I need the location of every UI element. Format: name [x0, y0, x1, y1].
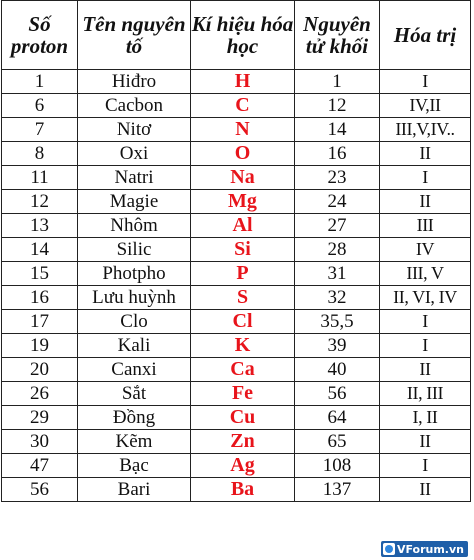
table-row: [2, 334, 471, 358]
valence-cell: II: [380, 358, 471, 382]
proton-number-cell: 29: [2, 406, 78, 430]
atomic-mass-cell: 32: [295, 286, 380, 310]
atomic-mass-cell: 1: [295, 70, 380, 94]
atomic-mass-cell: 12: [295, 94, 380, 118]
element-name-cell: Lưu huỳnh: [78, 286, 191, 310]
table-row: [2, 430, 471, 454]
atomic-mass-cell: 65: [295, 430, 380, 454]
proton-number-cell: 16: [2, 286, 78, 310]
proton-number-cell: 17: [2, 310, 78, 334]
valence-cell: II: [380, 142, 471, 166]
table-row: [2, 70, 471, 94]
element-name-cell: Bari: [78, 478, 191, 502]
chemical-symbol-cell: K: [191, 334, 295, 358]
atomic-mass-cell: 23: [295, 166, 380, 190]
proton-number-cell: 12: [2, 190, 78, 214]
atomic-mass-cell: 28: [295, 238, 380, 262]
vforum-logo-icon: [383, 543, 395, 555]
table-row: [2, 142, 471, 166]
element-name-cell: Natri: [78, 166, 191, 190]
element-name-cell: Sắt: [78, 382, 191, 406]
element-table: [1, 0, 471, 502]
element-name-cell: Cacbon: [78, 94, 191, 118]
element-name-cell: Hiđro: [78, 70, 191, 94]
chemical-symbol-cell: Mg: [191, 190, 295, 214]
proton-number-cell: 47: [2, 454, 78, 478]
header-valence: Hóa trị: [380, 1, 471, 70]
proton-number-cell: 30: [2, 430, 78, 454]
vforum-watermark: [381, 541, 468, 557]
atomic-mass-cell: 14: [295, 118, 380, 142]
atomic-mass-cell: 16: [295, 142, 380, 166]
chemical-symbol-cell: S: [191, 286, 295, 310]
proton-number-cell: 56: [2, 478, 78, 502]
chemical-symbol-cell: P: [191, 262, 295, 286]
header-chemical-symbol: Kí hiệu hóa học: [191, 1, 295, 70]
valence-cell: I: [380, 70, 471, 94]
chemical-symbol-cell: Zn: [191, 430, 295, 454]
table-row: [2, 262, 471, 286]
table-row: [2, 190, 471, 214]
atomic-mass-cell: 108: [295, 454, 380, 478]
chemical-symbol-cell: Ca: [191, 358, 295, 382]
proton-number-cell: 13: [2, 214, 78, 238]
proton-number-cell: 19: [2, 334, 78, 358]
chemical-symbol-cell: Na: [191, 166, 295, 190]
atomic-mass-cell: 39: [295, 334, 380, 358]
valence-cell: IV: [380, 238, 471, 262]
valence-cell: II: [380, 190, 471, 214]
proton-number-cell: 14: [2, 238, 78, 262]
valence-cell: I: [380, 166, 471, 190]
element-name-cell: Đồng: [78, 406, 191, 430]
table-row: [2, 118, 471, 142]
atomic-mass-cell: 24: [295, 190, 380, 214]
element-name-cell: Nhôm: [78, 214, 191, 238]
header-atomic-mass: Nguyên tử khối: [295, 1, 380, 70]
chemical-symbol-cell: H: [191, 70, 295, 94]
valence-cell: II: [380, 430, 471, 454]
chemical-symbol-cell: Ba: [191, 478, 295, 502]
table-row: [2, 286, 471, 310]
proton-number-cell: 15: [2, 262, 78, 286]
table-row: [2, 94, 471, 118]
proton-number-cell: 1: [2, 70, 78, 94]
table-row: [2, 406, 471, 430]
element-name-cell: Kali: [78, 334, 191, 358]
chemical-symbol-cell: N: [191, 118, 295, 142]
chemical-symbol-cell: Ag: [191, 454, 295, 478]
atomic-mass-cell: 35,5: [295, 310, 380, 334]
atomic-mass-cell: 31: [295, 262, 380, 286]
proton-number-cell: 20: [2, 358, 78, 382]
atomic-mass-cell: 40: [295, 358, 380, 382]
atomic-mass-cell: 27: [295, 214, 380, 238]
table-row: [2, 454, 471, 478]
table-row: [2, 310, 471, 334]
table-header-row: [2, 1, 471, 70]
valence-cell: II: [380, 478, 471, 502]
proton-number-cell: 8: [2, 142, 78, 166]
header-element-name: Tên nguyên tố: [78, 1, 191, 70]
chemical-symbol-cell: Cl: [191, 310, 295, 334]
chemical-symbol-cell: Al: [191, 214, 295, 238]
element-name-cell: Canxi: [78, 358, 191, 382]
valence-cell: II, VI, IV: [380, 286, 471, 310]
valence-cell: II, III: [380, 382, 471, 406]
chemical-symbol-cell: O: [191, 142, 295, 166]
atomic-mass-cell: 64: [295, 406, 380, 430]
table-row: [2, 238, 471, 262]
valence-cell: IV,II: [380, 94, 471, 118]
valence-cell: I: [380, 310, 471, 334]
valence-cell: I, II: [380, 406, 471, 430]
table-row: [2, 358, 471, 382]
valence-cell: III, V: [380, 262, 471, 286]
watermark-text: VForum.vn: [396, 542, 464, 556]
valence-cell: I: [380, 454, 471, 478]
chemical-symbol-cell: Si: [191, 238, 295, 262]
proton-number-cell: 7: [2, 118, 78, 142]
table-row: [2, 166, 471, 190]
chemical-symbol-cell: Cu: [191, 406, 295, 430]
element-name-cell: Photpho: [78, 262, 191, 286]
header-proton-number: Số proton: [2, 1, 78, 70]
element-name-cell: Magie: [78, 190, 191, 214]
table-row: [2, 478, 471, 502]
valence-cell: I: [380, 334, 471, 358]
atomic-mass-cell: 56: [295, 382, 380, 406]
element-name-cell: Clo: [78, 310, 191, 334]
element-name-cell: Silic: [78, 238, 191, 262]
element-name-cell: Kẽm: [78, 430, 191, 454]
element-name-cell: Nitơ: [78, 118, 191, 142]
valence-cell: III: [380, 214, 471, 238]
chemical-symbol-cell: Fe: [191, 382, 295, 406]
table-row: [2, 214, 471, 238]
table-row: [2, 382, 471, 406]
proton-number-cell: 11: [2, 166, 78, 190]
proton-number-cell: 6: [2, 94, 78, 118]
chemical-symbol-cell: C: [191, 94, 295, 118]
proton-number-cell: 26: [2, 382, 78, 406]
element-name-cell: Bạc: [78, 454, 191, 478]
valence-cell: III,V,IV..: [380, 118, 471, 142]
atomic-mass-cell: 137: [295, 478, 380, 502]
element-name-cell: Oxi: [78, 142, 191, 166]
